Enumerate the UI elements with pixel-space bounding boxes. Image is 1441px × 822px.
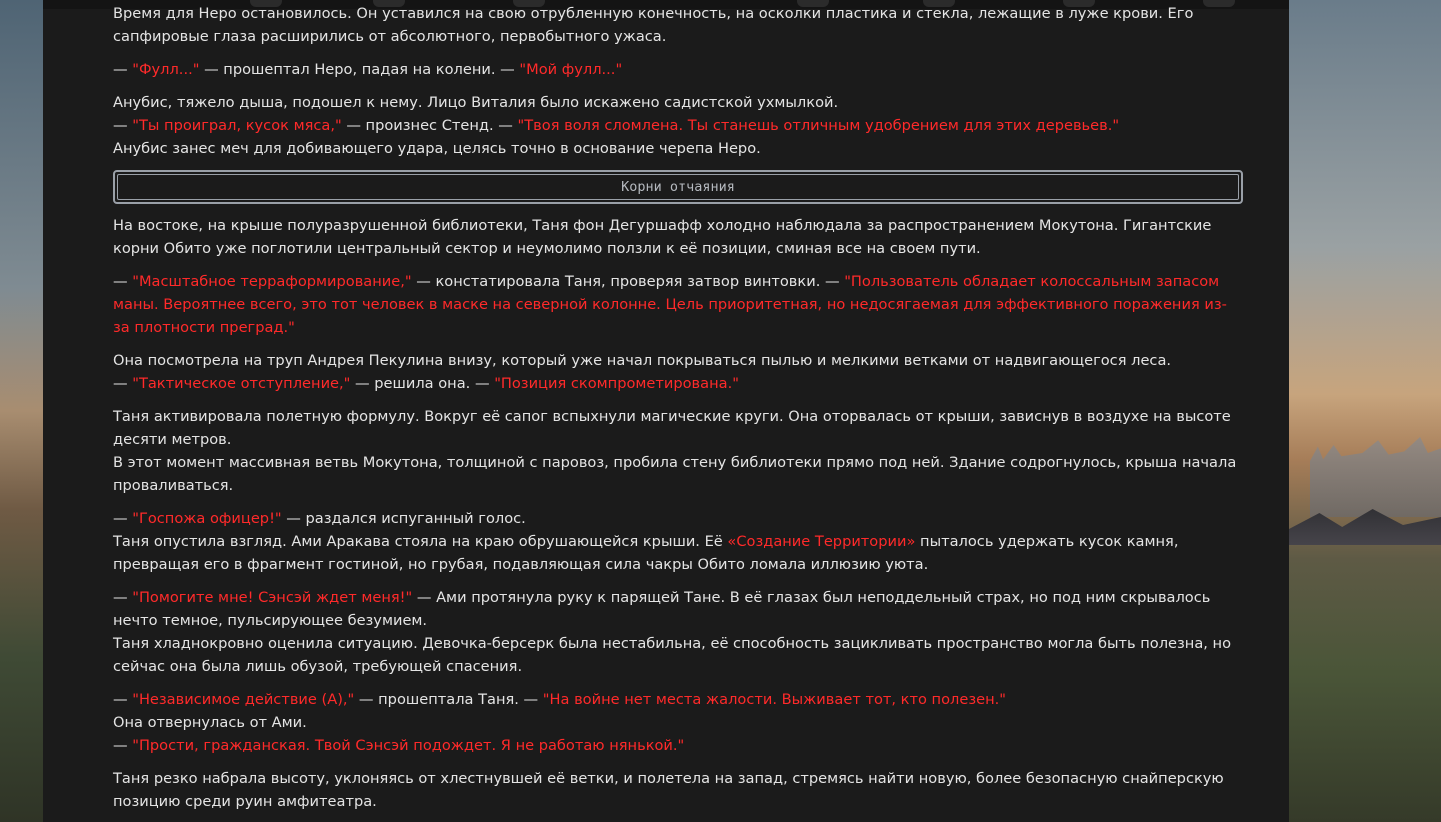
story-paragraph — [113, 58, 1243, 81]
narration-text: Время для Неро остановилось. Он уставился на свою отрубленную конечность, на осколки пластика и стекла, лежащие в луже крови. Его сапфировые глаза расширились от абсолютного, первобытного ужаса. — [113, 5, 1194, 45]
dialogue-quote: «Создание Территории» — [727, 533, 916, 550]
narration-text: Анубис занес меч для добивающего удара, целясь точно в основание черепа Неро. — [113, 140, 761, 157]
narration-text: Она посмотрела на труп Андрея Пекулина внизу, который уже начал покрываться пылью и мелкими ветками от надвигающегося леса. — [113, 352, 1172, 369]
narration-text: В этот момент массивная ветвь Мокутона, толщиной с паровоз, пробила стену библиотеки прямо под ней. Здание содрогнулось, крыша начала проваливаться. — [113, 454, 1237, 494]
dialogue-quote: "Госпожа офицер!" — [132, 510, 282, 527]
narration-text: Анубис, тяжело дыша, подошел к нему. Лицо Виталия было искажено садистской ухмылкой. — [113, 94, 839, 111]
story-text — [113, 2, 1243, 822]
narration-text: — решила она. — — [350, 375, 495, 392]
dialogue-quote: "Тактическое отступление," — [132, 375, 351, 392]
narration-text: пыталось удержать кусок камня, превращая его в фрагмент гостиной, но грубая, подавляющая сила чакры Обито ломала иллюзию уюта. — [113, 533, 1179, 573]
narration-text: Она отвернулась от Ами. — [113, 714, 307, 731]
story-paragraph — [113, 688, 1243, 757]
background-left — [0, 0, 43, 822]
dialogue-quote: "Прости, гражданская. Твой Сэнсэй подождет. Я не работаю нянькой." — [132, 737, 685, 754]
narration-text: Таня хладнокровно оценила ситуацию. Девочка-берсерк была нестабильна, её способность зацикливать пространство могла быть полезна, но сейчас она была лишь обузой, требующей спасения. — [113, 635, 1232, 675]
narration-text: Таня опустила взгляд. Ами Аракава стояла на краю обрушающейся крыши. Её — [113, 533, 728, 550]
dialogue-quote: "Твоя воля сломлена. Ты станешь отличным удобрением для этих деревьев." — [517, 117, 1120, 134]
narration-text: Таня активировала полетную формулу. Вокруг её сапог вспыхнули магические круги. Она оторвалась от крыши, зависнув в воздухе на высоте десяти метров. — [113, 408, 1231, 448]
section-divider — [113, 170, 1243, 204]
narration-text: — — [113, 589, 133, 606]
narration-text: — раздался испуганный голос. — [281, 510, 526, 527]
story-paragraph — [113, 586, 1243, 678]
dialogue-quote: "Мой фулл..." — [519, 61, 623, 78]
dialogue-quote: "Фулл..." — [132, 61, 200, 78]
dialogue-quote: "Ты проиграл, кусок мяса," — [132, 117, 342, 134]
dialogue-quote: "Пользователь обладает колоссальным запасом маны. Вероятнее всего, это тот человек в маске на северной колонне. Цель приоритетная, но недосягаемая для эффективного поражения из-за плотности преград." — [113, 273, 1227, 336]
story-paragraph — [113, 767, 1243, 813]
narration-text: — Ами протянула руку к парящей Тане. В её глазах был неподдельный страх, но под ним скрывалось нечто темное, пульсирующее безумием. — [113, 589, 1211, 629]
story-part-2 — [113, 214, 1243, 813]
background-right — [1289, 0, 1441, 822]
narration-text: — — [113, 375, 133, 392]
narration-text: На востоке, на крыше полуразрушенной библиотеки, Таня фон Дегуршафф холодно наблюдала за распространением Мокутона. Гигантские корни Обито уже поглотили центральный сектор и неумолимо ползли к её позиции, сминая все на своем пути. — [113, 217, 1212, 257]
dialogue-quote: "Позиция скомпрометирована." — [494, 375, 739, 392]
dialogue-quote: "Масштабное терраформирование," — [132, 273, 412, 290]
story-paragraph — [113, 349, 1243, 395]
story-panel — [43, 0, 1289, 822]
dialogue-quote: "На войне нет места жалости. Выживает тот, кто полезен." — [542, 691, 1006, 708]
section-title: Корни отчаяния — [117, 174, 1239, 200]
story-paragraph — [113, 2, 1243, 48]
narration-text: — прошептала Таня. — — [354, 691, 543, 708]
story-paragraph — [113, 405, 1243, 497]
story-paragraph — [113, 507, 1243, 576]
narration-text: — произнес Стенд. — — [341, 117, 518, 134]
story-paragraph — [113, 91, 1243, 160]
narration-text: — — [113, 691, 133, 708]
dialogue-quote: "Независимое действие (А)," — [132, 691, 355, 708]
narration-text: — — [113, 737, 133, 754]
narration-text: — — [113, 273, 133, 290]
narration-text: — — [113, 61, 133, 78]
narration-text: Таня резко набрала высоту, уклоняясь от хлестнувшей её ветки, и полетела на запад, стремясь найти новую, более безопасную снайперскую позицию среди руин амфитеатра. — [113, 770, 1224, 810]
narration-text: — прошептал Неро, падая на колени. — — [199, 61, 520, 78]
story-paragraph — [113, 214, 1243, 260]
narration-text: — — [113, 510, 133, 527]
narration-text: — констатировала Таня, проверяя затвор винтовки. — — [411, 273, 845, 290]
narration-text: — — [113, 117, 133, 134]
story-part-1 — [113, 2, 1243, 160]
dialogue-quote: "Помогите мне! Сэнсэй ждет меня!" — [132, 589, 413, 606]
story-paragraph — [113, 270, 1243, 339]
